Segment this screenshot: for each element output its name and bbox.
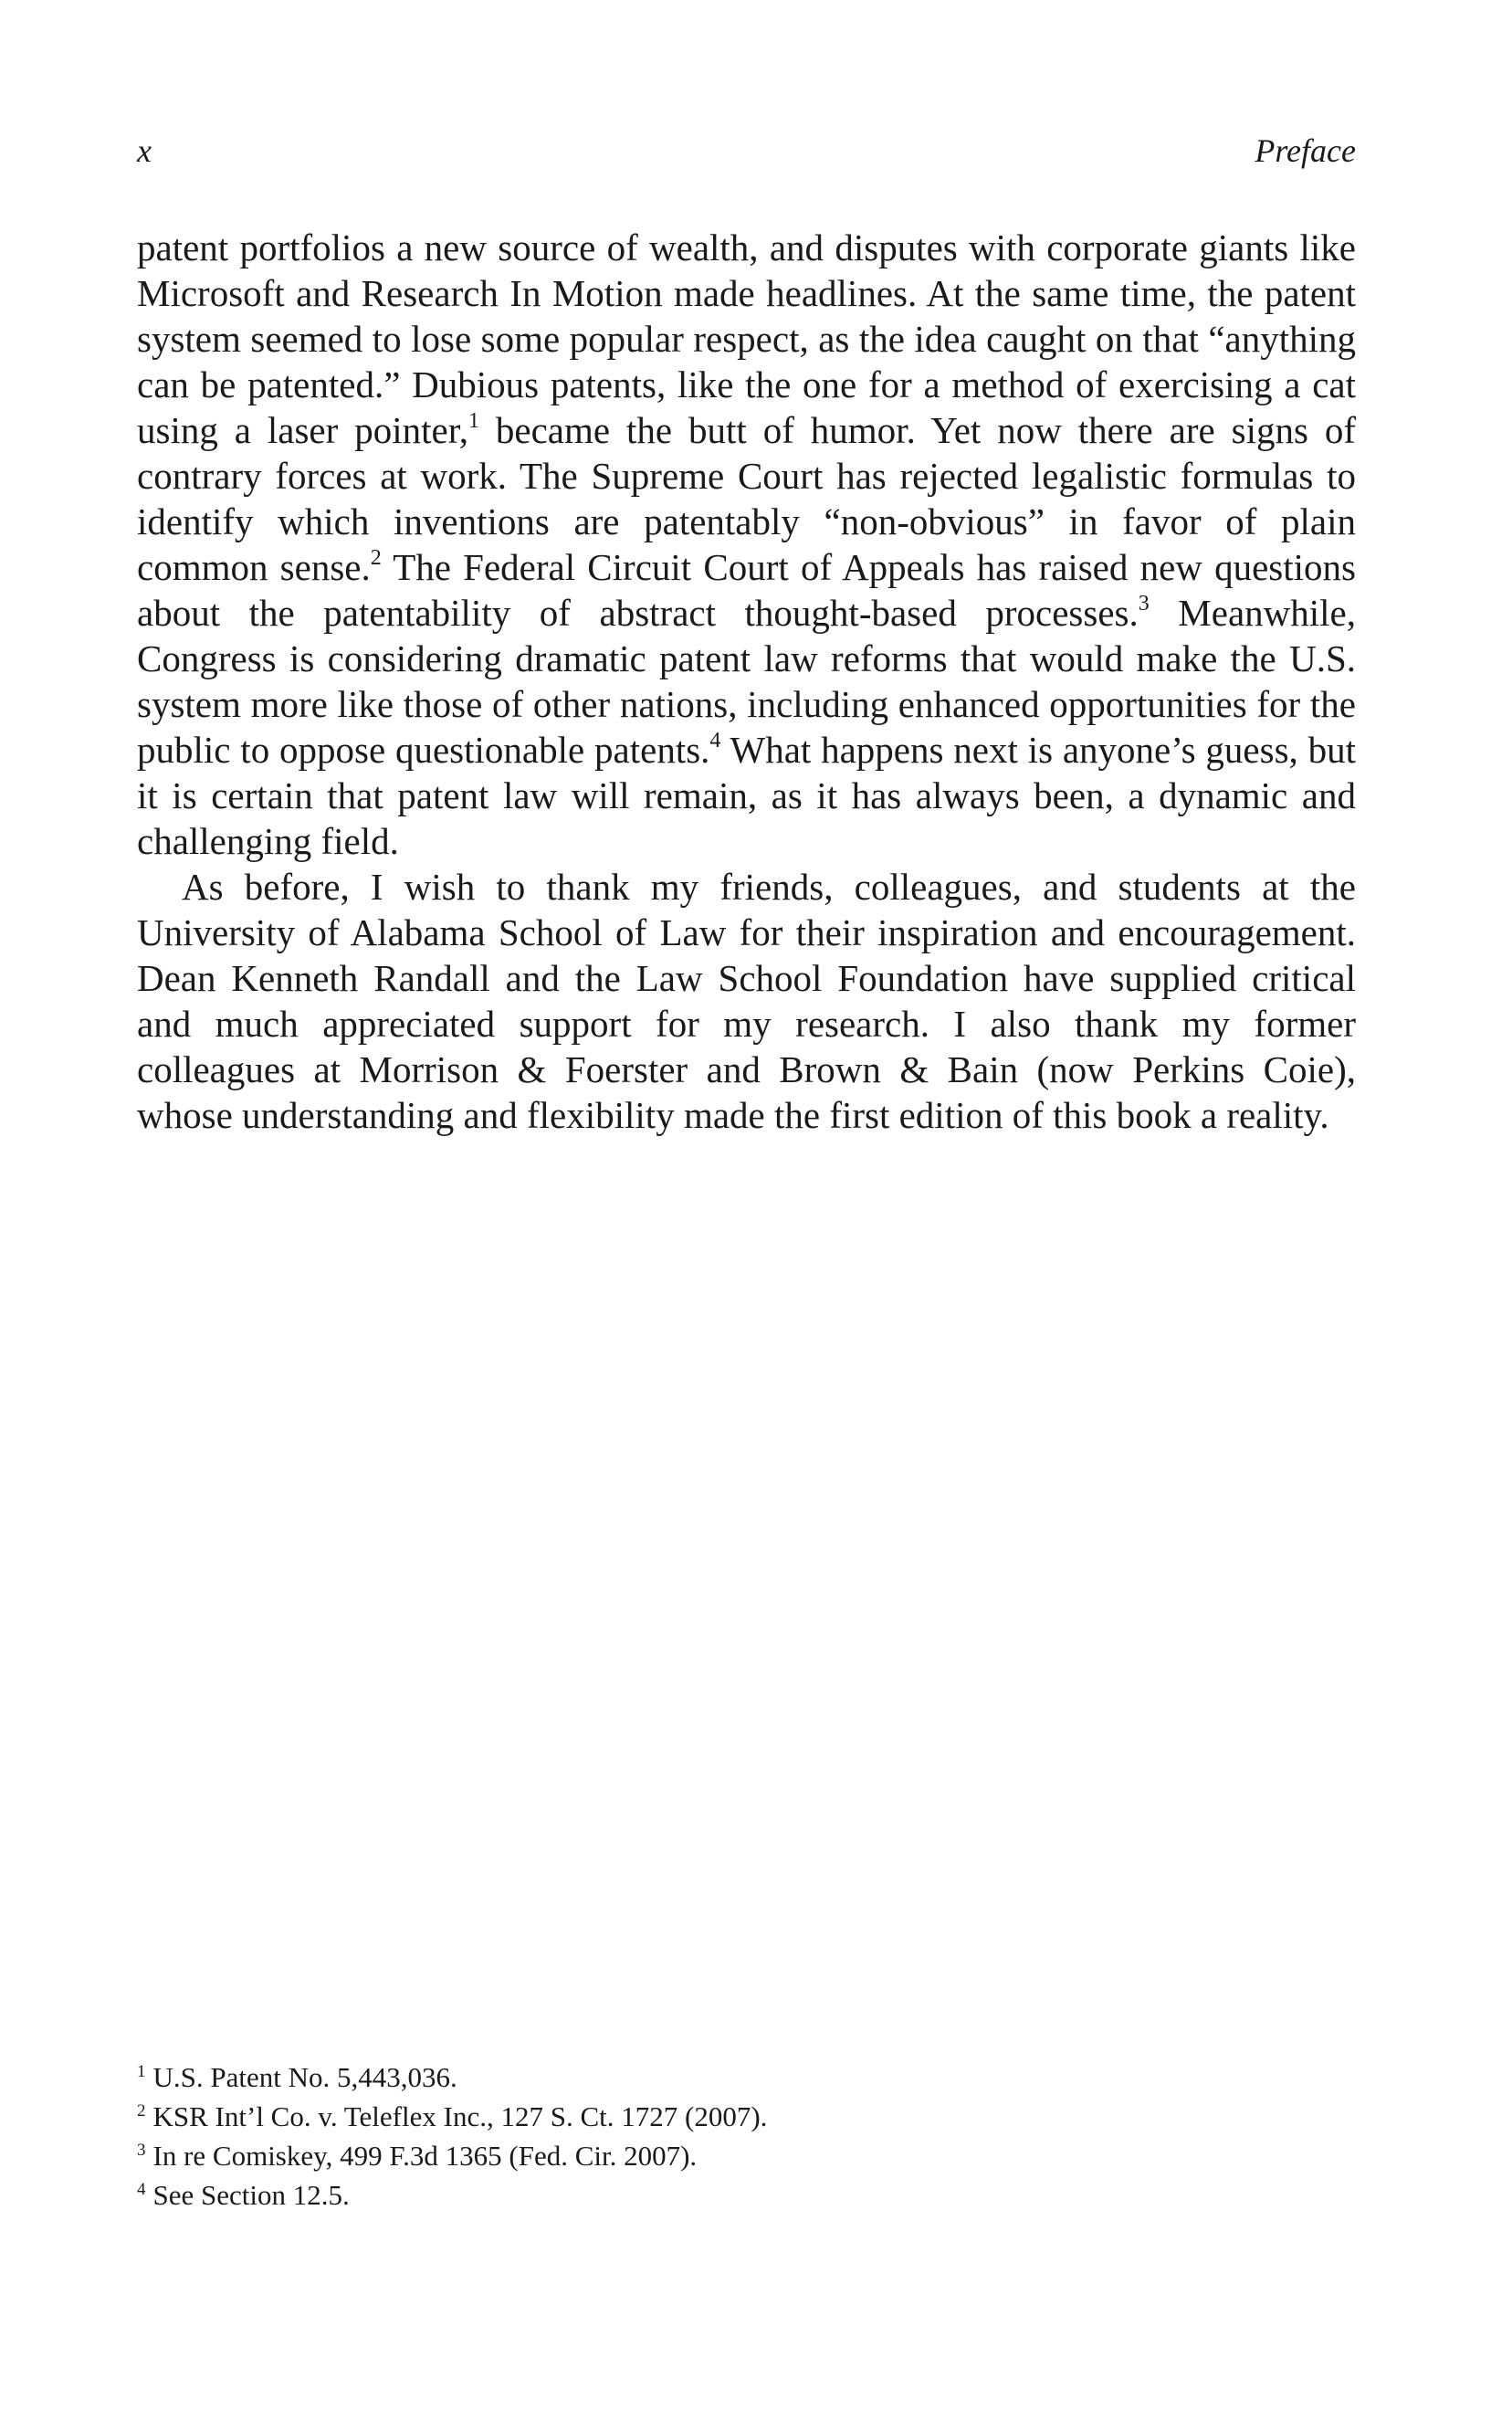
footnotes <box>137 2057 1356 2215</box>
footnote-ref-2: 2 <box>370 546 382 571</box>
running-head-title: Preface <box>1255 132 1356 169</box>
footnote-number: 1 <box>137 2061 146 2081</box>
footnote-ref-3: 3 <box>1138 592 1150 616</box>
text-run: What happens next is anyone’s guess, but it is certain that patent law will remain, as it has always been, a dynamic and challenging field. <box>137 729 1356 862</box>
paragraph-continued <box>137 225 1356 864</box>
paragraph-acknowledgments: As before, I wish to thank my friends, colleagues, and students at the University of Alabama School of Law for their inspiration and encouragement. Dean Kenneth Randall and the Law School Foundation have supplied critical and much appreciated support for my research. I also thank my former colleagues at Morrison & Foerster and Brown & Bain (now Perkins Coie), whose understanding and flexibility made the first edition of this book a reality. <box>137 866 1356 1136</box>
text-run: patent portfolios a new source of wealth, and disputes with corporate giants like Microsoft and Research In Motion made headlines. At the same time, the patent system seemed to lose some popular respect, as the idea caught on that “anything can be patented.” Dubious patents, like the one for a method of exercising a cat using a laser pointer, <box>137 226 1356 451</box>
footnote-number: 3 <box>137 2140 146 2160</box>
footnote-ref-1: 1 <box>467 409 479 434</box>
footnote-text: U.S. Patent No. 5,443,036. <box>152 2061 457 2093</box>
text-run: The Federal Circuit Court of Appeals has raised new questions about the patentability of abstract thought-based processes. <box>137 546 1356 634</box>
page-number: x <box>137 132 152 169</box>
footnote-text: See Section 12.5. <box>152 2179 350 2211</box>
footnote-text: KSR Int’l Co. v. Teleflex Inc., 127 S. Ct. 1727 (2007). <box>152 2100 768 2132</box>
footnote-1 <box>137 2057 1356 2097</box>
running-head <box>137 128 1356 174</box>
footnote-number: 2 <box>137 2100 146 2121</box>
text-run: Meanwhile, Congress is considering dramatic patent law reforms that would make the U.S. system more like those of other nations, including enhanced opportunities for the public to oppose questionable patents. <box>137 592 1356 771</box>
footnote-3 <box>137 2136 1356 2175</box>
footnote-2 <box>137 2097 1356 2136</box>
footnote-4 <box>137 2175 1356 2215</box>
body-text <box>137 225 1356 1138</box>
footnote-text: In re Comiskey, 499 F.3d 1365 (Fed. Cir. 2007). <box>152 2140 698 2172</box>
text-run: became the butt of humor. Yet now there are signs of contrary forces at work. The Supreme Court has rejected legalistic formulas to identify which inventions are patentably “non-obvious” in favor of plain common sense. <box>137 409 1356 588</box>
footnote-ref-4: 4 <box>709 729 721 753</box>
footnote-number: 4 <box>137 2179 146 2199</box>
